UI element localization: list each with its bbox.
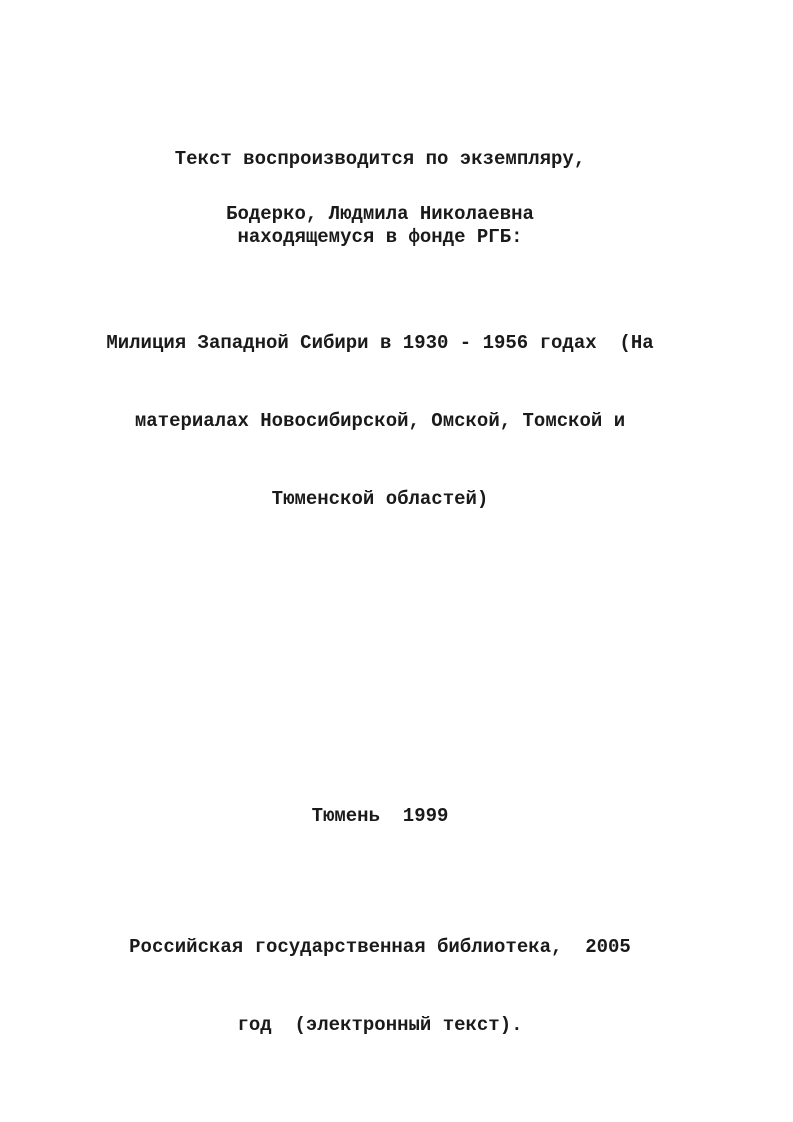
publisher-info — [0, 882, 760, 1090]
place-and-year: Тюмень 1999 — [311, 805, 449, 827]
title-line-3: Тюменской областей) — [271, 488, 489, 510]
author-name: Бодерко, Людмила Николаевна — [226, 203, 534, 225]
publisher-line-2: год (электронный текст). — [237, 1014, 523, 1036]
publisher-line-1: Российская государственная библиотека, 2005 — [129, 936, 631, 958]
work-title — [0, 278, 760, 564]
notice-line-2: находящемуся в фонде РГБ: — [237, 226, 523, 248]
reproduction-notice — [0, 94, 760, 302]
notice-line-1: Текст воспроизводится по экземпляру, — [174, 148, 586, 170]
title-line-2: материалах Новосибирской, Омской, Томской и — [134, 410, 626, 432]
title-line-1: Милиция Западной Сибири в 1930 - 1956 годах (На — [106, 332, 654, 354]
